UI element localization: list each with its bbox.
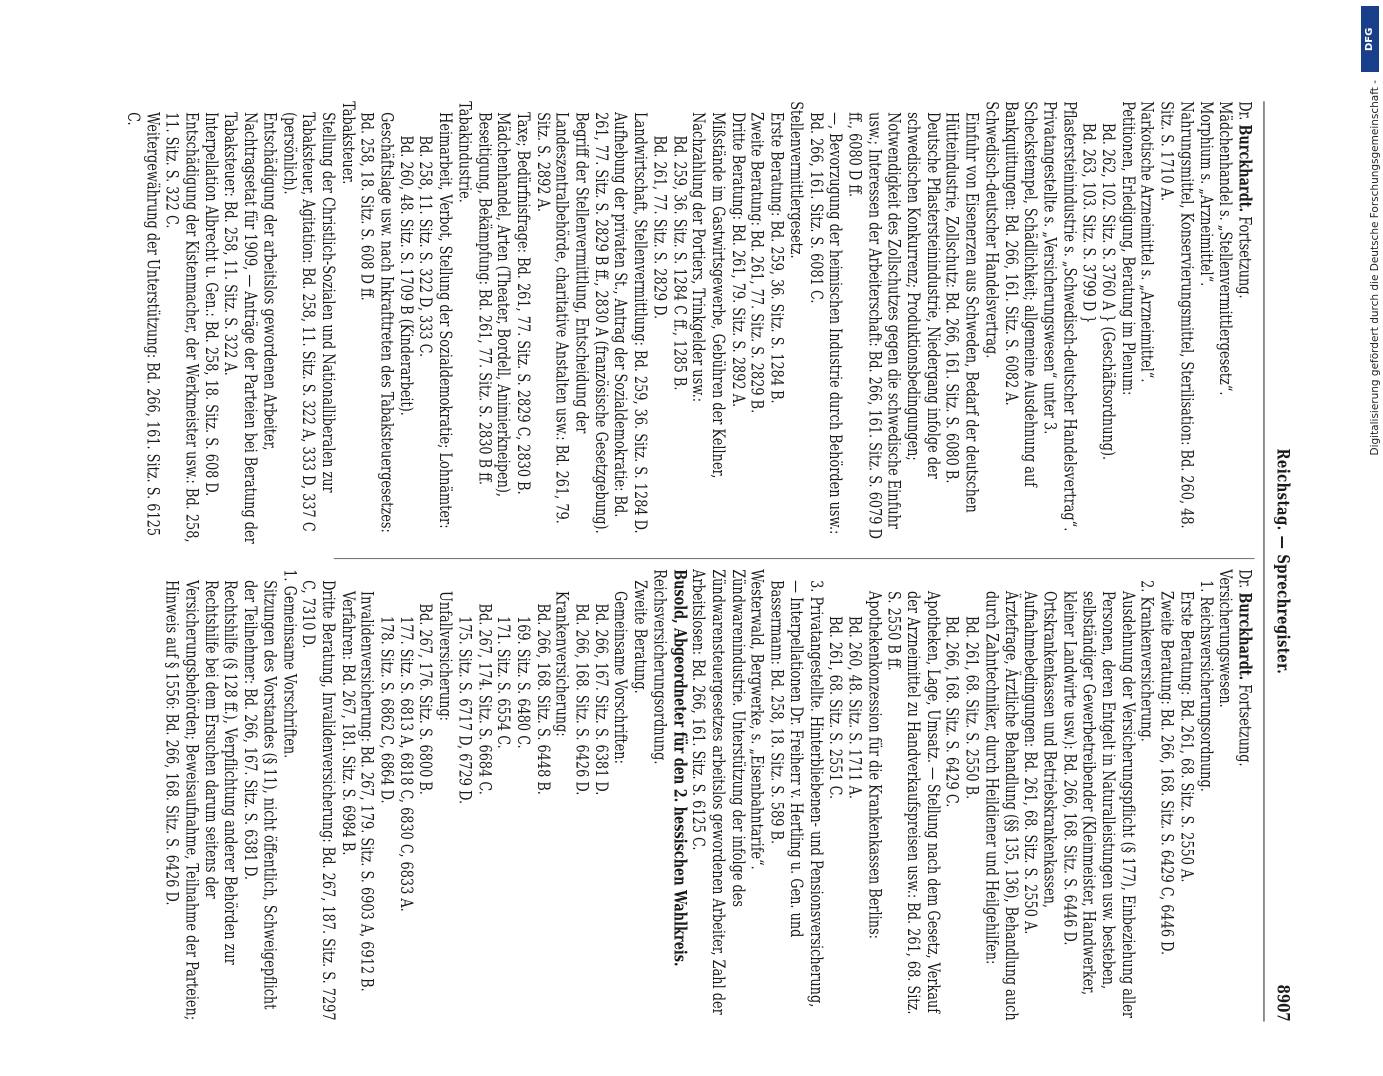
page-body — [123, 70, 1310, 1076]
index-entry: Bd. 266, 168. Sitz. S. 6426 D. — [572, 603, 592, 796]
left-entries — [123, 101, 1235, 546]
heading-continuation-right: Fortsetzung. — [1235, 684, 1255, 767]
index-entry: Pflastersteinindustrie s. „Schwedisch-deutscher Handelsvertrag“. — [1060, 101, 1080, 532]
index-entry: Busold, Abgeordneter für den 2. hessischen Wahlkreis. — [670, 569, 689, 967]
index-entry: Gemeinsame Vorschriften: — [611, 591, 631, 764]
index-entry: Morphium s. „Arzneimittel“. — [1196, 101, 1216, 287]
index-entry: Stellenvermittlergesetz. — [787, 101, 806, 259]
index-entry: Bd. 266, 168. Sitz. S. 6429 C. — [943, 616, 962, 808]
heading-continuation: Fortsetzung. — [1235, 216, 1255, 299]
index-entry: Bd. 267, 176. Sitz. S. 6800 B. — [416, 603, 436, 795]
index-entry: Taxe; Bedürfnisfrage: Bd. 261, 77. Sitz. S. 2829 C, 2830 B. — [514, 112, 533, 495]
index-entry: Bd. 263, 103. Sitz. S. 3799 D } — [1079, 123, 1099, 324]
index-entry: Weitergewährung der Unterstützung: Bd. 266, 161. Sitz. S. 6125 C. — [123, 112, 163, 537]
index-entry: Unfallversicherung: — [436, 591, 455, 722]
index-entry: Sitzungen des Vorstandes (§ 11), nicht öffentlich, Schweigepflicht der Teilnehmer: Bd. 266, 167. Sitz. S. 6381 D. — [240, 580, 280, 1010]
index-entry: Bd. 260, 48. Sitz. S. 1709 B (Kinderarbeit). — [396, 135, 416, 416]
index-entry: Entschädigung der Kistenmacher, der Werkmeister usw.: Bd. 258, 11. Sitz. S. 322 C. — [162, 112, 202, 543]
index-entry: 171. Sitz. S. 6554 C. — [494, 616, 514, 749]
index-entry: Versicherungswesen. — [1216, 569, 1236, 708]
index-entry: Erste Beratung: Bd. 259, 36. Sitz. S. 1284 B. — [767, 112, 787, 404]
index-entry: Ausdehnung der Versicherungspflicht (§ 177), Einbeziehung aller Personen, deren Entgelt in Naturalleistungen usw. besteben, selbständiger Gewerbetreibender (Kleinmeister, Handwerker, kleiner Landwirte usw.): Bd. 266, 168. Sitz. S. 6446 D. — [1060, 591, 1138, 1019]
index-entry: Ortskrankenkassen und Betriebskrankenkassen, Aufnahmebedingungen: Bd. 261, 68. Sitz. S. 2550 A. — [1021, 591, 1060, 935]
index-entry: Geschäftslage usw. nach Inkrafttreten des Tabaksteuergesetzes: Bd. 258, 18. Sitz. S. 608 D ff. — [357, 112, 397, 533]
index-entry: Zweite Beratung. — [631, 580, 650, 694]
index-entry: Nahrungsmittel, Konservierungsmittel, Sterilisation: Bd. 260, 48. Sitz. S. 1710 A. — [1157, 101, 1197, 529]
index-entry: Mißstände im Gastwirtsgewerbe, Gebühren der Kellner, Nachzahlung der Portiers, Trinkgelder usw.: — [689, 112, 728, 479]
running-header-title: Reichstag. — Sprechregister. — [1272, 448, 1293, 675]
index-entry: 175. Sitz. S. 6717 D, 6729 D. — [455, 616, 475, 805]
column-divider — [334, 558, 1255, 559]
page-number: 8907 — [1272, 984, 1293, 1022]
digitization-note: Digitalisierung gefördert durch die Deutsche Forschungsgemeinschaft - — [1369, 80, 1381, 456]
index-entry: Narkotische Arzneimittel s. „Arzneimittel“. — [1138, 101, 1158, 383]
index-entry: Bd. 261, 68. Sitz. S. 2551 C. — [826, 616, 845, 800]
index-entry: Rechtshilfe (§ 128 ff.), Verpflichtung anderer Behörden zur Rechtshilfe bei dem Ersuchen darum seitens der Versicherungsbehörden; Beweisaufnahme, Teilnahme der Parteien; Hinweis auf § 1556: Bd. 266, 168. Sitz. S. 6426 D. — [162, 580, 241, 1021]
index-entry: 177. Sitz. S. 6813 A, 6818 C, 6830 C, 6833 A. — [396, 616, 416, 912]
index-entry: Bd. 261, 77. Sitz. S. 2829 D. — [650, 135, 670, 320]
index-entry: 3. Privatangestellte. Hinterbliebenen- und Pensionsversicherung, — Interpellationen Dr. Freiherr v. Hertling u. Gen. und Bassermann: Bd. 258, 18. Sitz. S. 589 B. — [767, 580, 826, 1008]
index-entry: Stellung der Christlich-Sozialen und Nationalliberalen zur Tabaksteuer, Agitation: Bd. 258, 11. Sitz. S. 322 A, 333 D, 337 C (persönlich). — [279, 112, 338, 532]
index-entry: Bd. 261, 68. Sitz. S. 2550 B. — [962, 616, 982, 800]
heading-name: Burckhardt. — [1235, 124, 1255, 213]
index-entry: —, Bevorzugung der heimischen Industrie durch Behörden usw.: Bd. 266, 161. Sitz. S. 6081 C. — [806, 112, 845, 535]
running-header — [1268, 101, 1292, 1021]
index-entry: Bd. 266, 168. Sitz. S. 6448 B. — [533, 603, 553, 795]
index-entry: 1. Reichsversicherungsordnung. — [1196, 580, 1216, 792]
header-rule — [1263, 101, 1264, 1021]
heading-name-right: Burckhardt. — [1235, 592, 1255, 681]
index-entry: Mädchenhandel s. „Stellenvermittlergesetz“. — [1216, 101, 1236, 396]
index-entry: Apothekenkonzession für die Krankenkassen Berlins: — [865, 591, 884, 939]
dfg-logo: DFG — [1361, 6, 1379, 72]
index-entry: 169. Sitz. S. 6480 C. — [514, 616, 533, 749]
index-entry: Dritte Beratung: Bd. 261, 79. Sitz. S. 2892 A. — [728, 112, 748, 408]
column-heading-right — [1235, 569, 1255, 1021]
index-entry: Zweite Beratung: Bd. 261, 77. Sitz. S. 2829 B. — [748, 112, 767, 414]
index-entry: Bd. 260, 48. Sitz. S. 1711 A. — [845, 616, 865, 800]
index-entry: Bd. 259, 36. Sitz. S. 1284 C ff., 1285 B. — [670, 135, 689, 391]
index-entry: Verfahren: Bd. 267, 181. Sitz. S. 6984 B. — [338, 591, 358, 856]
index-entry: Bd. 262, 102. Sitz. S. 3760 A } (Geschäftsordnung). — [1099, 123, 1119, 461]
index-entry: Heimarbeit, Verbot, Stellung der Sozialdemokratie; Lohnämter: — [436, 112, 455, 529]
index-entry: Erste Beratung: Bd. 261, 68. Sitz. S. 2550 A. — [1177, 591, 1197, 883]
index-entry: Invalidenversicherung: Bd. 267, 179. Sitz. S. 6903 A, 6912 B. — [357, 591, 377, 992]
index-entry: Einfuhr von Eisenerzen aus Schweden, Bedarf der deutschen Hütteindustrie, Zollschutz: Bd. 266, 161. Sitz. S. 6080 B. — [943, 112, 982, 513]
heading-prefix-right: Dr. — [1235, 569, 1255, 589]
index-entry: Begriff der Stellenvermittlung, Entscheidung der Landeszentralbehörde, charitative Anstalten usw.: Bd. 261, 79. Sitz. S. 2892 A. — [533, 112, 592, 524]
index-entry: Mädchenhandel, Arten (Theater, Bordell, Animierkneipen), Beseitigung, Bekämpfung: Bd. 261, 77. Sitz. S. 2830 B ff. — [475, 112, 514, 498]
index-entry: Landwirtschaft, Stellenvermittlung: Bd. 259, 36. Sitz. S. 1284 D. — [631, 112, 650, 534]
left-column — [123, 101, 1254, 546]
index-entry: Bd. 266, 167. Sitz. S. 6381 D. — [592, 603, 611, 796]
index-entry: Zündwarenindustrie. Unterstützung der infolge des Zündwarensteuergesetzes arbeitslos gewordenen Arbeiter, Zahl der Arbeitslosen: Bd. 266, 161. Sitz. S. 6125 C. — [689, 569, 748, 1015]
index-entry: Westerwald, Bergwerke, s. „Eisenbahntarife“. — [748, 569, 767, 870]
index-entry: Deutsche Pflastersteinindustrie, Niedergang infolge der schwedischen Konkurrenz; Produktionsbedingungen; Notwendigkeit des Zollschutzes gegen die schwedische Einfuhr usw.; Interessen der Arbeiterschaft: Bd. 266, 161. Sitz. S. 6079 D ff., 6080 D ff. — [845, 112, 943, 539]
index-entry: Scheckstempel, Schädlichkeit; allgemeine Ausdehnung auf Bankquittungen: Bd. 266, 161. Sitz. S. 6082 A. — [1001, 101, 1040, 487]
column-heading — [1235, 101, 1255, 546]
index-entry: Bd. 258, 11. Sitz. S. 322 D, 333 C. — [416, 135, 436, 358]
index-entry: 1. Gemeinsame Vorschriften. — [279, 569, 299, 759]
index-entry: Ärztefrage, Ärztliche Behandlung (§§ 135, 136), Behandlung auch durch Zahntechniker, durch Heildiener und Heilgehilfen: — [982, 591, 1021, 1021]
heading-prefix: Dr. — [1235, 101, 1255, 121]
index-entry: Apotheken, Lage, Umsatz. — Stellung nach dem Gesetz, Verkauf der Arzneimittel zu Handverkaufspreisen usw.: Bd. 261, 68. Sitz. S. 2550 B ff. — [884, 591, 943, 1015]
index-entry: Petitionen, Erledigung, Beratung im Plenum: — [1118, 101, 1138, 396]
index-entry: Dritte Beratung, Invalidenversicherung: Bd. 267, 187. Sitz. S. 7297 C, 7310 D. — [299, 580, 338, 1021]
index-entry: Interpellation Albrecht u. Gen.: Bd. 258, 18. Sitz. S. 608 D. — [201, 112, 221, 497]
index-entry: Entschädigung der arbeitslos gewordenen Arbeiter, Nachtragsetat für 1909, — Anträge der Parteien bei Beratung der Tabaksteuer: Bd. 258, 11. Sitz. S. 322 A. — [221, 112, 280, 544]
index-entry: 2. Krankenversicherung. — [1138, 580, 1158, 742]
right-column — [162, 569, 1254, 1021]
right-entries — [162, 569, 1235, 1021]
index-entry: Privatangestellte s. „Versicherungswesen“ unter 3. — [1040, 101, 1060, 435]
index-entry: Bd. 267, 174. Sitz. S. 6684 C. — [475, 603, 494, 795]
index-entry: Reichsversicherungsordnung. — [650, 569, 670, 765]
index-entry: 178. Sitz. S. 6862 C, 6864 D. — [377, 616, 397, 804]
index-entry: Krankenversicherung: — [553, 591, 572, 737]
index-entry: Aufhebung der privaten St., Antrag der Sozialdemokratie: Bd. 261, 77. Sitz. S. 2829 B ff., 2830 A (französische Gesetzgebung). — [592, 112, 631, 534]
index-entry: Schwedisch-deutscher Handelsvertrag. — [982, 101, 1001, 359]
index-entry: Zweite Beratung: Bd. 266, 168. Sitz. S. 6429 C, 6446 D. — [1157, 591, 1177, 956]
index-entry: Tabaksteuer. — [338, 101, 358, 185]
index-entry: Tabakindustrie. — [455, 101, 475, 203]
